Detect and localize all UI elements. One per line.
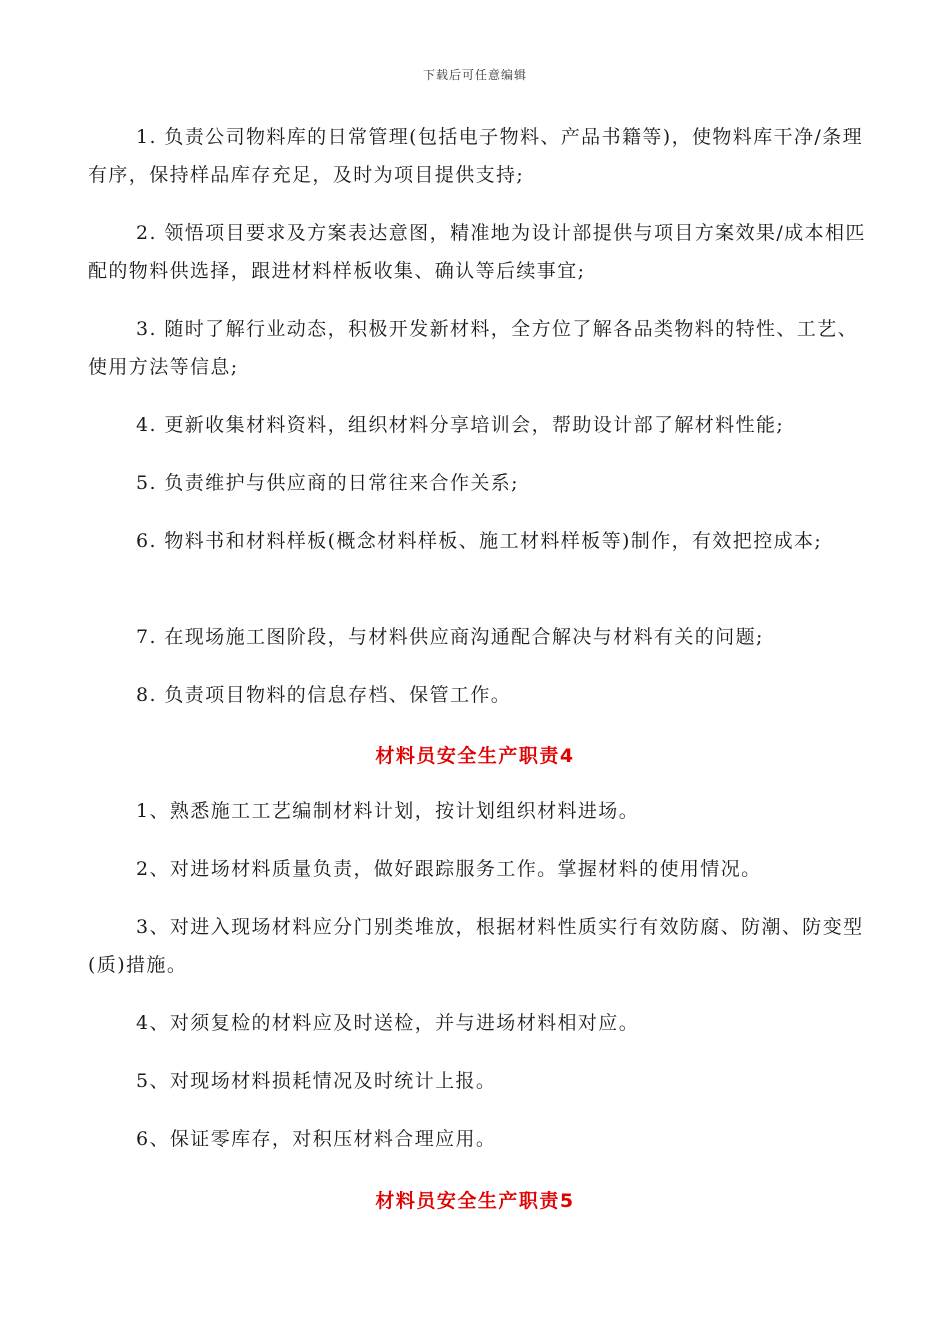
page-header: 下载后可任意编辑 xyxy=(422,68,527,82)
section-title-5: 材料员安全生产职责5 xyxy=(375,1190,575,1212)
list-item: 6. 物料书和材料样板(概念材料样板、施工材料样板等)制作，有效把控成本; xyxy=(136,530,823,552)
list-item: 5、对现场材料损耗情况及时统计上报。 xyxy=(136,1070,497,1092)
list-item: 1、熟悉施工工艺编制材料计划，按计划组织材料进场。 xyxy=(136,800,640,822)
list-item: 3. 随时了解行业动态，积极开发新材料，全方位了解各品类物料的特性、工艺、使用方法等信息; xyxy=(88,318,858,378)
list-item: 2、对进场材料质量负责，做好跟踪服务工作。掌握材料的使用情况。 xyxy=(136,858,762,880)
list-item: 5. 负责维护与供应商的日常往来合作关系; xyxy=(136,472,519,494)
list-item: 1. 负责公司物料库的日常管理(包括电子物料、产品书籍等)，使物料库干净/条理有序，保持样品库存充足，及时为项目提供支持; xyxy=(88,126,863,186)
list-item: 3、对进入现场材料应分门别类堆放，根据材料性质实行有效防腐、防潮、防变型(质)措施。 xyxy=(88,916,864,976)
list-item: 7. 在现场施工图阶段，与材料供应商沟通配合解决与材料有关的问题; xyxy=(136,626,764,648)
list-item: 6、保证零库存，对积压材料合理应用。 xyxy=(136,1128,497,1150)
list-item: 8. 负责项目物料的信息存档、保管工作。 xyxy=(136,684,512,706)
list-item: 2. 领悟项目要求及方案表达意图，精准地为设计部提供与项目方案效果/成本相匹配的物料供选择，跟进材料样板收集、确认等后续事宜; xyxy=(88,222,866,282)
section-title-4: 材料员安全生产职责4 xyxy=(375,745,575,767)
list-item: 4、对须复检的材料应及时送检，并与进场材料相对应。 xyxy=(136,1012,640,1034)
list-item: 4. 更新收集材料资料，组织材料分享培训会，帮助设计部了解材料性能; xyxy=(136,414,785,436)
